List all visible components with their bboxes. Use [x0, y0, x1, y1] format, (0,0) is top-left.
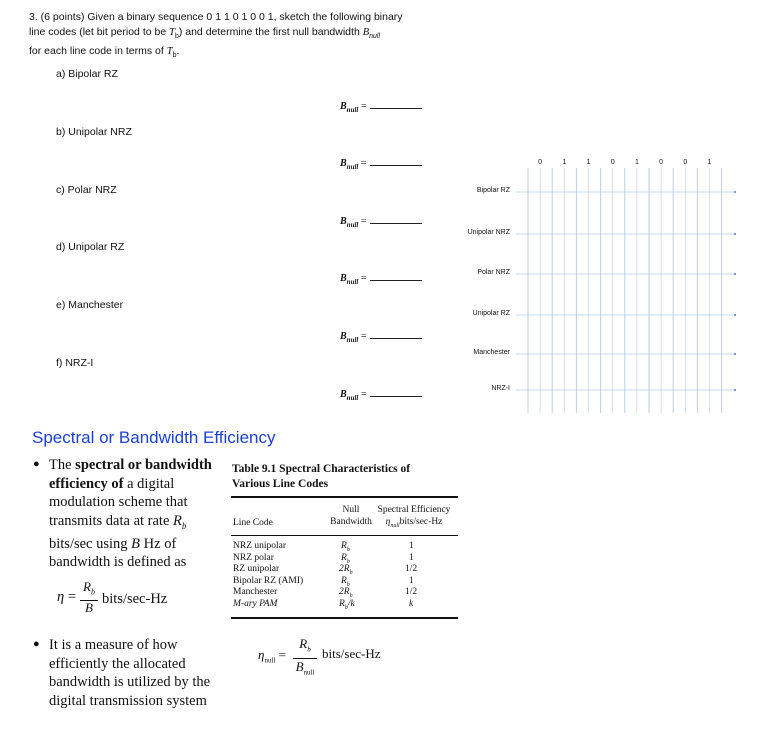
- eta-null-fraction: $R_b$ $B_{null}$: [293, 636, 317, 680]
- bnull-symbol: B: [362, 27, 370, 38]
- bit-label: 1: [586, 159, 591, 166]
- table-top-rule: [231, 496, 458, 498]
- bullet-1-line-2: efficiency of a digital: [49, 475, 175, 492]
- part-d-label: d) Unipolar RZ: [56, 241, 125, 253]
- bullet-dot-2: ●: [33, 638, 40, 650]
- header-null-bandwidth: Null Bandwidth: [330, 505, 372, 527]
- question-line-1: 3. (6 points) Given a binary sequence 0 1 1 0 1 0 0 1, sketch the following binary: [29, 11, 403, 23]
- answer-blank[interactable]: [370, 214, 422, 224]
- question-line-2: [29, 25, 429, 44]
- grid-row-label: NRZ-I: [491, 385, 510, 392]
- question-line-3-a: for each line code in terms of: [29, 45, 167, 58]
- bit-label: 1: [707, 159, 712, 166]
- tb-symbol: T: [169, 27, 175, 38]
- bnull-answer-a[interactable]: $B_{null}$ =: [340, 99, 422, 114]
- answer-blank[interactable]: [370, 387, 422, 397]
- grid-lines: [528, 168, 722, 413]
- section-title: Spectral or Bandwidth Efficiency: [32, 428, 276, 447]
- eta-fraction: [80, 580, 98, 615]
- answer-blank[interactable]: [370, 156, 422, 166]
- bnull-answer-c[interactable]: $B_{null}$ =: [340, 214, 422, 229]
- table-title: [232, 462, 410, 492]
- question-text: [29, 10, 429, 63]
- bullet-2-line-3: bandwidth is utilized by the: [49, 674, 211, 690]
- question-line-3-b: .: [176, 45, 180, 58]
- row-arrow-tip: [734, 233, 736, 235]
- tb-sub-2: b: [172, 52, 177, 60]
- row-arrow-tip: [734, 353, 736, 355]
- row-arrow-tip: [734, 314, 736, 316]
- fraction-denominator: B: [85, 599, 93, 615]
- part-c-label: c) Polar NRZ: [56, 184, 117, 196]
- bit-label: 0: [683, 159, 688, 166]
- table-row: Bipolar RZ (AMI) $R_b$ 1: [233, 575, 414, 588]
- answer-blank[interactable]: [370, 271, 422, 281]
- table-bottom-rule: [231, 617, 458, 619]
- bullet-2: [49, 636, 239, 710]
- eta-null-formula: $\eta_{null}$ =: [258, 647, 286, 665]
- question-line-2-b: ) and determine the first null bandwidth: [178, 26, 363, 38]
- bullet-2-line-2: efficiently the allocated: [49, 655, 186, 672]
- bullet-dot-1: ●: [33, 458, 40, 470]
- table-body: [233, 541, 460, 610]
- part-e-label: e) Manchester: [56, 299, 124, 311]
- fraction-numerator: $R_b$: [80, 580, 98, 601]
- table-row: M-ary PAM $R_b/k$ k: [233, 598, 414, 611]
- bnull-answer-b[interactable]: $B_{null}$ =: [340, 156, 422, 171]
- table-row: NRZ unipolar $R_b$ 1: [233, 541, 414, 553]
- bnull-sub: null: [369, 33, 381, 41]
- header-line-code: Line Code: [233, 518, 273, 528]
- bnull-answer-d[interactable]: $B_{null}$ =: [340, 271, 422, 286]
- equals-sign: =: [67, 589, 77, 605]
- header-spectral-efficiency: Spectral Efficiency $\eta_{null}bits/\sec-Hz$: [377, 505, 451, 529]
- tb-sub: b: [174, 33, 179, 41]
- row-arrow-tip: [734, 389, 736, 391]
- eta-symbol: η: [57, 589, 65, 605]
- part-b-label: b) Unipolar NRZ: [56, 126, 132, 138]
- part-a-label: a) Bipolar RZ: [56, 68, 118, 80]
- eta-formula: [57, 589, 76, 606]
- bit-label: 0: [659, 159, 664, 166]
- table-row: NRZ polar $R_b$ 1: [233, 552, 414, 565]
- bullet-1-line-3: modulation scheme that: [49, 494, 188, 510]
- question-line-3: [29, 44, 429, 63]
- bit-label: 0: [538, 159, 543, 166]
- table-header-rule: [231, 535, 458, 536]
- bullet-2-line-1: It is a measure of how: [49, 637, 178, 653]
- table-title-line-2: Various Line Codes: [232, 478, 329, 490]
- grid-row-label: Manchester: [473, 349, 510, 356]
- answer-blank[interactable]: [370, 99, 422, 109]
- grid-row-label: Bipolar RZ: [476, 187, 510, 194]
- question-line-2-a: line codes (let bit period to be: [29, 26, 170, 38]
- answer-blank[interactable]: [370, 329, 422, 339]
- bullet-1: [49, 456, 229, 572]
- bnull-answer-f[interactable]: $B_{null}$ =: [340, 387, 422, 402]
- part-f-label: f) NRZ-I: [56, 357, 94, 369]
- bullet-1-line-5: bits/sec using B Hz of: [49, 535, 177, 552]
- bit-label: 1: [562, 159, 567, 166]
- table-row: Manchester $2R_b$ 1/2: [233, 587, 418, 599]
- bullet-2-line-4: digital transmission system: [49, 692, 207, 709]
- tb-symbol-2: T: [166, 46, 173, 58]
- bnull-answer-e[interactable]: $B_{null}$ =: [340, 329, 422, 344]
- eta-null-unit: bits/sec-Hz: [322, 646, 381, 661]
- bullet-1-line-4: transmits data at rate $R_b$: [49, 512, 187, 531]
- table-row: RZ unipolar $2R_b$ 1/2: [233, 564, 418, 576]
- bullet-1-line-6: bandwidth is defined as: [49, 554, 187, 571]
- table-title-line-1: Table 9.1 Spectral Characteristics of: [232, 463, 411, 475]
- grid-row-label: Unipolar RZ: [472, 310, 510, 317]
- bullet-1-line-1: The spectral or bandwidth: [49, 457, 212, 473]
- eta-unit: bits/sec-Hz: [102, 591, 168, 607]
- row-arrow-tip: [734, 191, 736, 193]
- timing-grid: [516, 168, 746, 413]
- bit-label: 0: [610, 159, 615, 166]
- row-arrow-tip: [734, 273, 736, 275]
- grid-row-label: Unipolar NRZ: [467, 229, 510, 236]
- grid-row-lines: [516, 191, 736, 391]
- bit-label: 1: [634, 159, 639, 166]
- grid-row-label: Polar NRZ: [477, 269, 510, 276]
